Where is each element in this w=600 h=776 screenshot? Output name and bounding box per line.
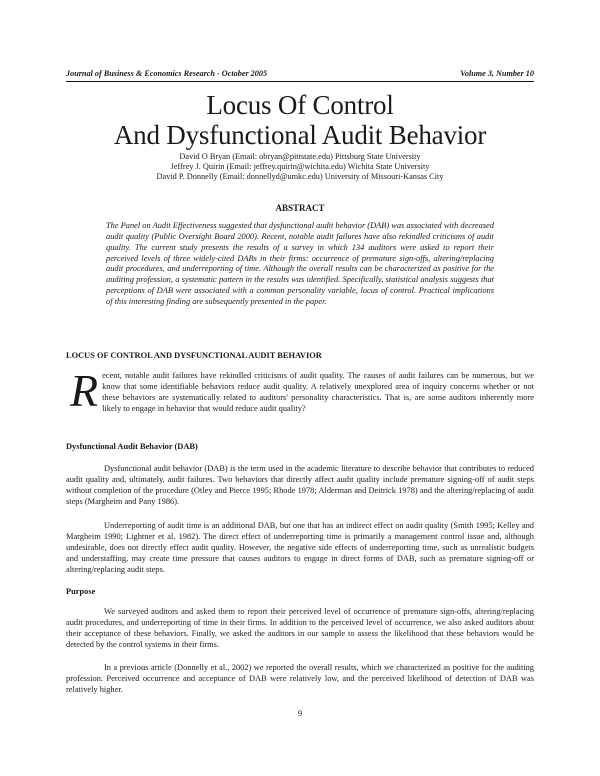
title-line-1: Locus Of Control (206, 90, 394, 120)
page-number: 9 (297, 708, 303, 718)
paper-title (66, 90, 534, 150)
header-rule (66, 81, 534, 82)
purpose-paragraph-1: We surveyed auditors and asked them to report their perceived level of occurrence of premature sign-offs, altering/replacing audit procedures, and underreporting of time in their firms. In addition to the perceived level of occurrence, we also asked auditors about their acceptance of these behaviors. Finally, we asked the auditors in our sample to assess the likelihood that these behaviors would be detected by the control systems in their firms. (66, 607, 534, 649)
dab-paragraph-1: Dysfunctional audit behavior (DAB) is the term used in the academic literature to describe behavior that contributes to reduced audit quality and, ultimately, audit failures. Two behaviors that directly affect audit quality include premature signing-off of audit steps without completion of the procedure (Otley and Pierce 1995; Rhode 1978; Alderman and Deitrick 1978) and the altering/replacing of audit steps (Margheim and Pany 1986). (66, 464, 534, 506)
dab-paragraph-2: Underreporting of audit time is an additional DAB, but one that has an indirect effect on audit quality (Smith 1995; Kelley and Margheim 1990; Lightner et al. 1982). The direct effect of underreporting time is primarily a management control issue and, although undesirable, does not directly effect audit quality. However, the negative side effects of underreporting time, such as unrealistic budgets and understaffing, may create time pressure that causes auditors to engage in direct forms of DAB, such as premature signing-off or altering/replacing audit steps. (66, 521, 534, 574)
intro-text: ecent, notable audit failures have rekindled criticisms of audit quality. The causes of audit failures can be numerous, but we know that some identifiable behaviors reduce audit quality. A relatively unexplored area of inquiry concerns whether or not these behaviors are systematically related to auditors' personality characteristics. That is, are some auditors inherently more likely to engage in behavior that would reduce audit quality? (102, 371, 534, 413)
author-list (66, 152, 534, 182)
intro-paragraph (66, 365, 534, 416)
running-header (66, 69, 534, 78)
journal-name: Journal of Business & Economics Research - October 2005 (66, 69, 268, 78)
author-line: David O Bryan (Email: obryan@pittstate.edu) Pittsburg State University (179, 152, 421, 161)
author-line: Jeffrey J. Quirin (Email: jeffrey.quirin@wichita.edu) Wichita State University (170, 162, 430, 171)
drop-cap: R (70, 365, 99, 416)
volume-number: Volume 3, Number 10 (460, 69, 534, 78)
subsection-heading-dab: Dysfunctional Audit Behavior (DAB) (66, 442, 198, 451)
purpose-paragraph-2: In a previous article (Donnelly et al., 2002) we reported the overall results, which we characterized as positive for the auditing profession. Perceived occurrence and acceptance of DAB were relatively low, and the perceived likelihood of detection of DAB was relatively higher. (66, 663, 534, 694)
section-heading: LOCUS OF CONTROL AND DYSFUNCTIONAL AUDIT BEHAVIOR (66, 351, 322, 360)
title-line-2: And Dysfunctional Audit Behavior (113, 120, 487, 150)
abstract-text: The Panel on Audit Effectiveness suggested that dysfunctional audit behavior (DAB) was associated with decreased audit quality (Public Oversight Board 2000). Recent, notable audit failures have also rekindled criticisms of audit quality. The current study presents the results of a survey in which 134 auditors were asked to report their perceived levels of three widely-cited DABs in their firms: occurrence of premature sign-offs, altering/replacing audit procedures, and underreporting of time. Although the overall results can be characterized as positive for the auditing profession, a systematic pattern in the results was identified. Specifically, statistical analysis suggests that perceptions of DAB were associated with a common personality variable, locus of control. Practical implications of this interesting finding are subsequently presented in the paper. (106, 221, 494, 306)
abstract-heading: ABSTRACT (275, 203, 325, 213)
author-line: David P. Donnelly (Email: donnellyd@umkc.edu) University of Missouri-Kansas City (156, 172, 444, 181)
subsection-heading-purpose: Purpose (66, 587, 96, 596)
